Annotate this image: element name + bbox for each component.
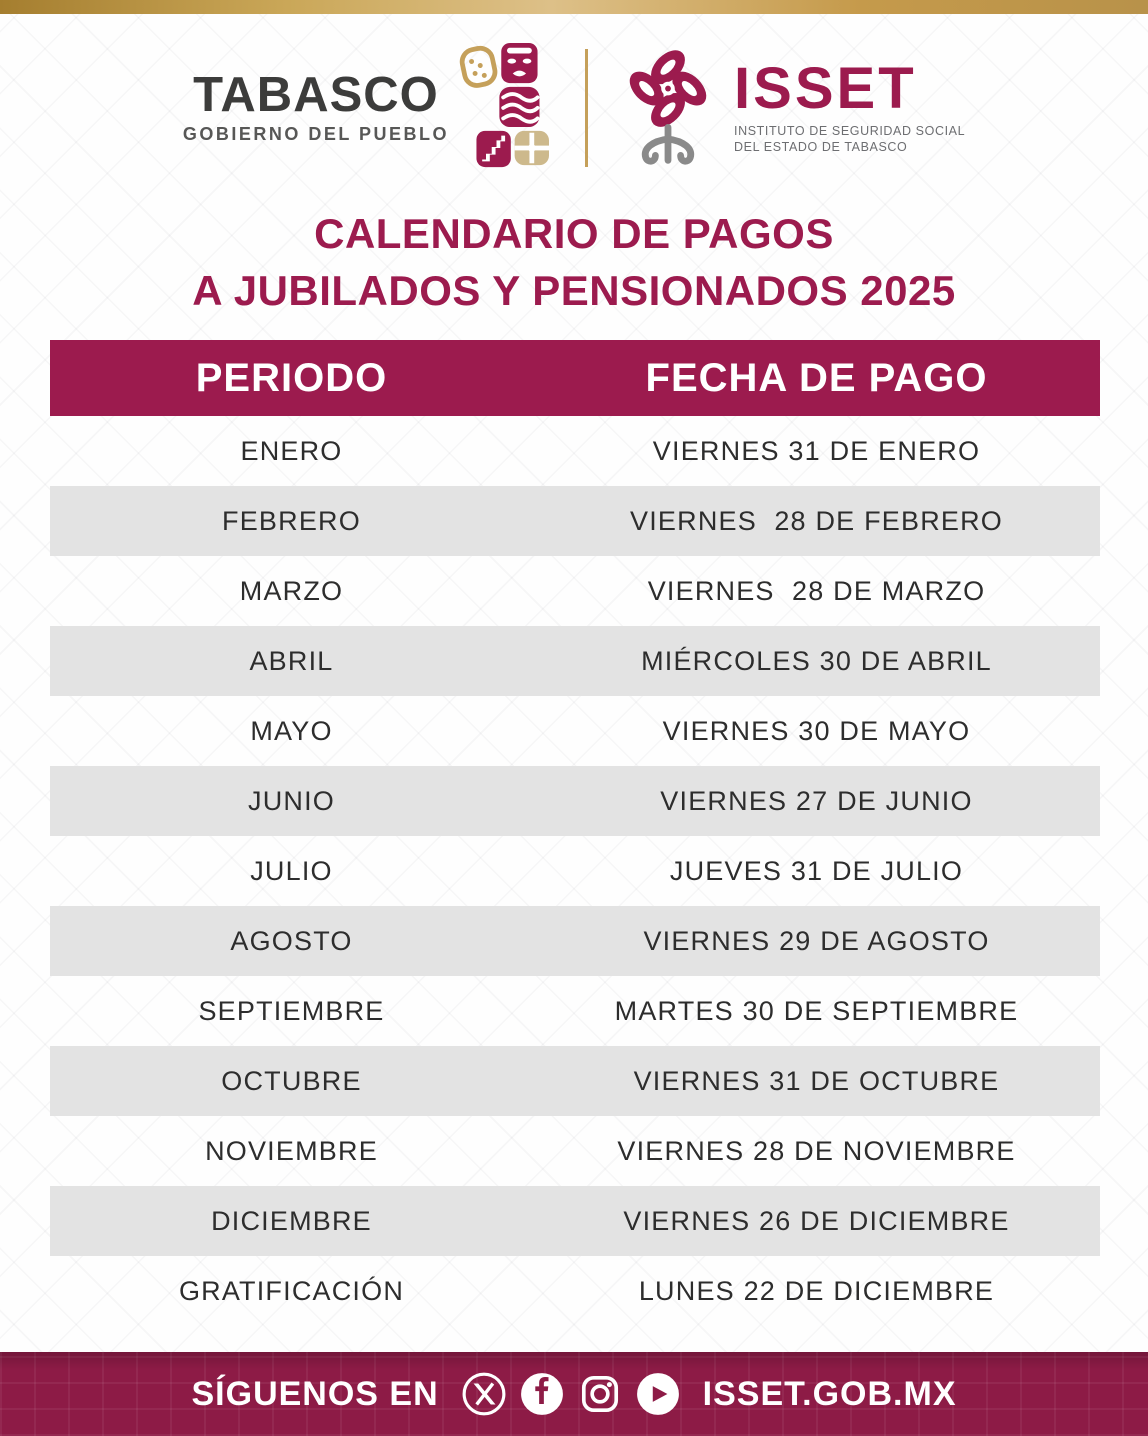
isset-subtitle-line1: INSTITUTO DE SEGURIDAD SOCIAL bbox=[734, 124, 966, 139]
table-header-row bbox=[50, 340, 1100, 416]
isset-logo bbox=[618, 42, 965, 175]
fecha-cell: LUNES 22 DE DICIEMBRE bbox=[638, 1275, 995, 1306]
social-icons bbox=[461, 1371, 681, 1417]
periodo-cell: DICIEMBRE bbox=[211, 1205, 372, 1236]
periodo-cell: OCTUBRE bbox=[221, 1065, 362, 1096]
isset-subtitle-line2: DEL ESTADO DE TABASCO bbox=[734, 140, 908, 154]
fecha-cell: VIERNES 26 DE DICIEMBRE bbox=[623, 1205, 1010, 1236]
column-header-fecha: FECHA DE PAGO bbox=[645, 355, 988, 400]
fecha-cell: VIERNES 31 DE OCTUBRE bbox=[633, 1065, 1000, 1096]
table-row bbox=[50, 766, 1100, 836]
table-row bbox=[50, 626, 1100, 696]
fecha-cell: MIÉRCOLES 30 DE ABRIL bbox=[641, 645, 992, 676]
tabasco-wordmark: TABASCO bbox=[193, 68, 439, 122]
periodo-cell: FEBRERO bbox=[222, 505, 361, 536]
follow-label: SÍGUENOS EN bbox=[191, 1374, 439, 1413]
logo-divider bbox=[585, 49, 588, 167]
isset-wordmark: ISSET bbox=[734, 56, 917, 122]
periodo-cell: GRATIFICACIÓN bbox=[178, 1275, 405, 1306]
fecha-cell: MARTES 30 DE SEPTIEMBRE bbox=[614, 995, 1019, 1026]
table-row bbox=[50, 1046, 1100, 1116]
fecha-cell: VIERNES 27 DE JUNIO bbox=[660, 785, 973, 816]
website-link[interactable]: ISSET.GOB.MX bbox=[702, 1374, 957, 1413]
periodo-cell: MARZO bbox=[239, 575, 344, 606]
tabasco-glyphs-icon bbox=[459, 43, 555, 174]
tabasco-logo-text bbox=[182, 68, 450, 145]
tabasco-logo bbox=[183, 43, 555, 174]
facebook-icon[interactable] bbox=[519, 1371, 565, 1417]
table-row bbox=[50, 486, 1100, 556]
logo-strip bbox=[0, 38, 1148, 178]
fecha-cell: VIERNES 28 DE NOVIEMBRE bbox=[617, 1135, 1016, 1166]
fecha-cell: JUEVES 31 DE JULIO bbox=[669, 855, 964, 886]
table-row bbox=[50, 976, 1100, 1046]
table-row bbox=[50, 556, 1100, 626]
table-row bbox=[50, 1116, 1100, 1186]
page-title-line2: A JUBILADOS Y PENSIONADOS 2025 bbox=[192, 266, 956, 314]
fecha-cell: VIERNES 30 DE MAYO bbox=[662, 715, 971, 746]
page-title-line1: CALENDARIO DE PAGOS bbox=[314, 210, 834, 257]
periodo-cell: JULIO bbox=[250, 855, 333, 886]
periodo-cell: JUNIO bbox=[248, 785, 335, 816]
instagram-icon[interactable] bbox=[577, 1371, 623, 1417]
isset-flower-icon bbox=[618, 42, 718, 175]
youtube-icon[interactable] bbox=[635, 1371, 681, 1417]
column-header-periodo: PERIODO bbox=[195, 355, 388, 400]
fecha-cell: VIERNES 28 DE FEBRERO bbox=[630, 505, 1003, 536]
fecha-cell: VIERNES 29 DE AGOSTO bbox=[643, 925, 990, 956]
page-title bbox=[0, 206, 1148, 319]
top-gold-bar bbox=[0, 0, 1148, 14]
periodo-cell: ABRIL bbox=[249, 645, 334, 676]
tabasco-tagline: GOBIERNO DEL PUEBLO bbox=[182, 124, 450, 144]
table-row bbox=[50, 1256, 1100, 1326]
fecha-cell: VIERNES 28 DE MARZO bbox=[647, 575, 986, 606]
periodo-cell: MAYO bbox=[250, 715, 333, 746]
table-row bbox=[50, 1186, 1100, 1256]
periodo-cell: AGOSTO bbox=[230, 925, 353, 956]
fecha-cell: VIERNES 31 DE ENERO bbox=[652, 435, 981, 466]
footer-bar bbox=[0, 1352, 1148, 1436]
periodo-cell: SEPTIEMBRE bbox=[198, 995, 385, 1026]
table-row bbox=[50, 416, 1100, 486]
table-row bbox=[50, 906, 1100, 976]
x-twitter-icon[interactable] bbox=[461, 1371, 507, 1417]
isset-logo-text bbox=[734, 56, 966, 155]
table-row bbox=[50, 836, 1100, 906]
periodo-cell: NOVIEMBRE bbox=[205, 1135, 378, 1166]
payment-table bbox=[50, 340, 1100, 1326]
periodo-cell: ENERO bbox=[240, 435, 343, 466]
table-row bbox=[50, 696, 1100, 766]
